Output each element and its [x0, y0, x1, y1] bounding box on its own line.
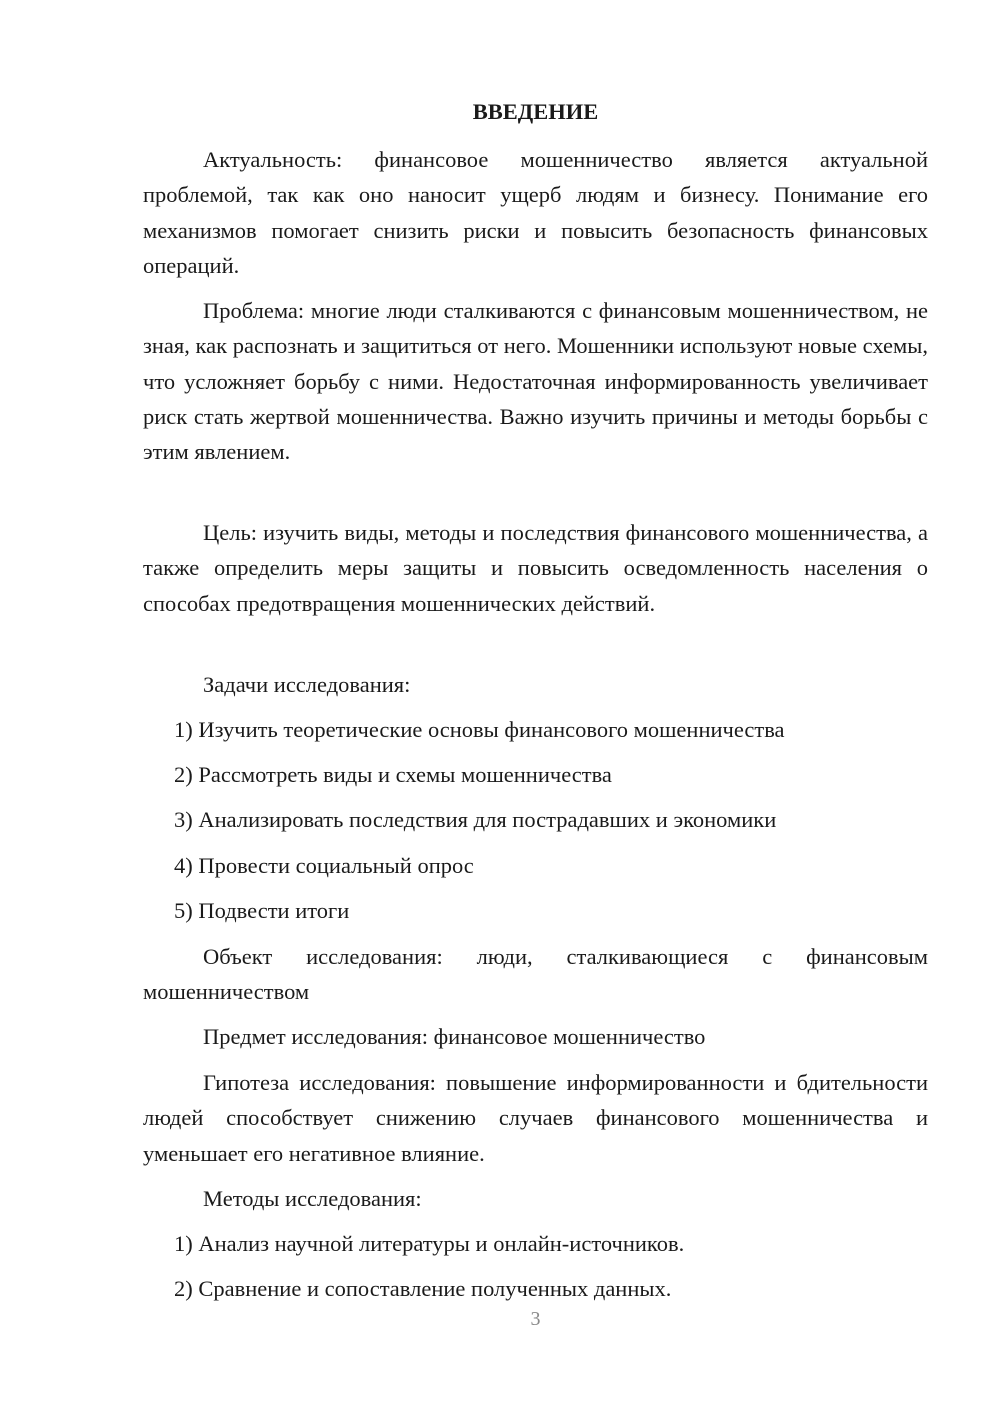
- task-item-4: 4) Провести социальный опрос: [174, 853, 474, 878]
- methods-heading: Методы исследования:: [203, 1186, 422, 1211]
- task-item-2: 2) Рассмотреть виды и схемы мошенничества: [174, 762, 612, 787]
- subject-paragraph: Предмет исследования: финансовое мошенничество: [203, 1024, 706, 1049]
- document-page: [143, 0, 928, 1414]
- hypothesis-paragraph: Гипотеза исследования: повышение информированности и бдительности людей способствует снижению случаев финансового мошенничества и уменьшает его негативное влияние.: [143, 1070, 928, 1166]
- task-item-1: 1) Изучить теоретические основы финансового мошенничества: [174, 717, 785, 742]
- method-item-1: 1) Анализ научной литературы и онлайн-источников.: [174, 1231, 685, 1256]
- tasks-heading: Задачи исследования:: [203, 672, 411, 697]
- goal-paragraph: Цель: изучить виды, методы и последствия финансового мошенничества, а также определить меры защиты и повысить осведомленность населения о способах предотвращения мошеннических действий.: [143, 520, 928, 616]
- method-item-2: 2) Сравнение и сопоставление полученных данных.: [174, 1276, 672, 1301]
- page-title: ВВЕДЕНИЕ: [472, 99, 599, 124]
- task-item-3: 3) Анализировать последствия для пострадавших и экономики: [174, 807, 777, 832]
- problem-paragraph: Проблема: многие люди сталкиваются с финансовым мошенничеством, не зная, как распознать и защититься от него. Мошенники используют новые схемы, что усложняет борьбу с ними. Недостаточная информированность увеличивает риск стать жертвой мошенничества. Важно изучить причины и методы борьбы с этим явлением.: [143, 298, 928, 465]
- page-number: 3: [530, 1308, 541, 1330]
- task-item-5: 5) Подвести итоги: [174, 898, 350, 923]
- relevance-paragraph: Актуальность: финансовое мошенничество является актуальной проблемой, так как оно наносит ущерб людям и бизнесу. Понимание его механизмов помогает снизить риски и повысить безопасность финансовых операций.: [143, 147, 928, 278]
- object-paragraph: Объект исследования: люди, сталкивающиеся с финансовым мошенничеством: [143, 944, 928, 1005]
